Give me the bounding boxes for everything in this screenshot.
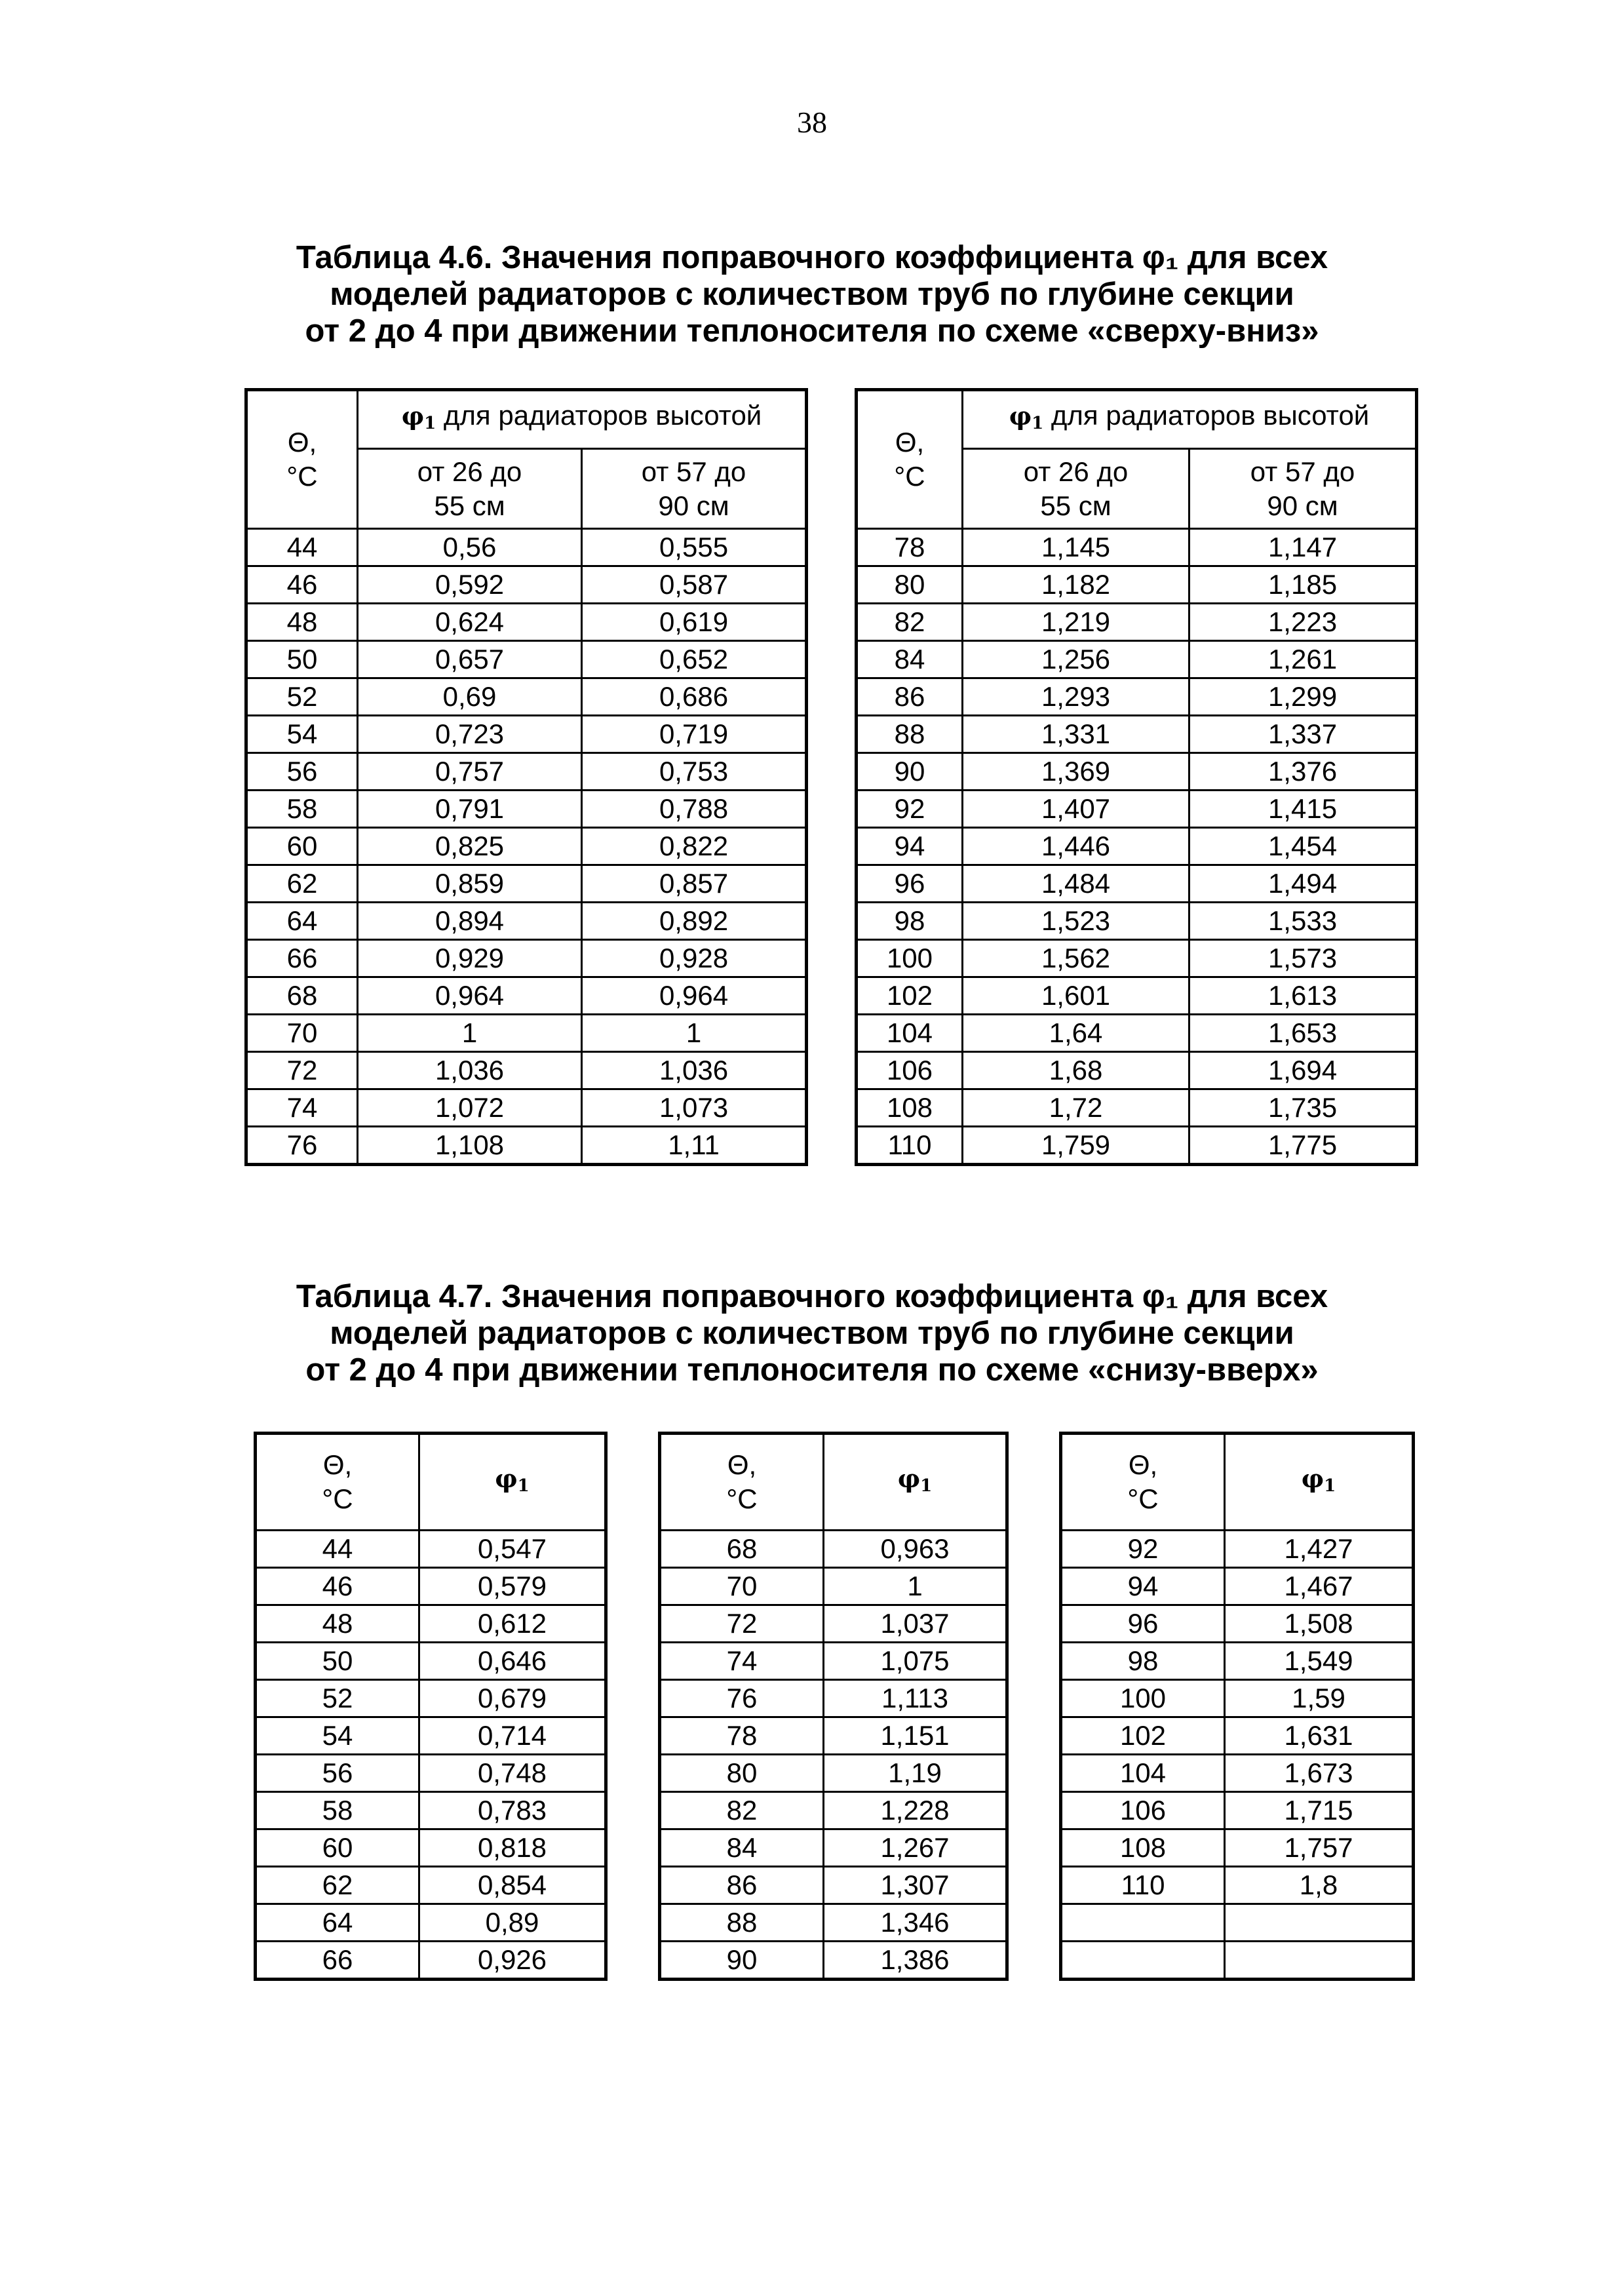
theta-cell: 76 xyxy=(660,1680,824,1717)
phi-cell: 1,631 xyxy=(1225,1717,1414,1755)
phi-cell: 0,929 xyxy=(358,940,582,977)
phi-cell: 1,562 xyxy=(963,940,1189,977)
table-row xyxy=(246,903,807,940)
table-row xyxy=(857,566,1417,604)
phi-cell: 1,613 xyxy=(1189,977,1417,1015)
theta-cell: 98 xyxy=(1061,1643,1225,1680)
phi-cell: 0,587 xyxy=(582,566,807,604)
table-row xyxy=(857,641,1417,678)
phi-cell: 1,715 xyxy=(1225,1792,1414,1829)
table-row xyxy=(660,1568,1007,1605)
theta-cell: 64 xyxy=(246,903,358,940)
theta-cell: 76 xyxy=(246,1127,358,1165)
table-row xyxy=(256,1942,606,1980)
phi-cell: 1,549 xyxy=(1225,1643,1414,1680)
phi-cell: 1 xyxy=(358,1015,582,1052)
theta-cell: 84 xyxy=(660,1829,824,1867)
table-row xyxy=(1061,1867,1414,1904)
phi-cell: 1,307 xyxy=(824,1867,1007,1904)
phi-cell: 0,964 xyxy=(582,977,807,1015)
theta-cell: 96 xyxy=(857,865,963,903)
phi-cell: 1,533 xyxy=(1189,903,1417,940)
phi-cell: 1,407 xyxy=(963,791,1189,828)
phi-cell: 1,653 xyxy=(1189,1015,1417,1052)
phi-cell: 1,036 xyxy=(582,1052,807,1089)
phi-cell: 0,612 xyxy=(419,1605,606,1643)
theta-cell xyxy=(1061,1942,1225,1980)
theta-cell: 48 xyxy=(246,604,358,641)
phi-cell: 1,228 xyxy=(824,1792,1007,1829)
table-row xyxy=(1061,1829,1414,1867)
table-row xyxy=(256,1867,606,1904)
phi-cell: 0,894 xyxy=(358,903,582,940)
theta-cell: 46 xyxy=(256,1568,419,1605)
table-row xyxy=(857,1127,1417,1165)
phi-cell: 1,484 xyxy=(963,865,1189,903)
table-row xyxy=(857,1089,1417,1127)
theta-cell: 52 xyxy=(246,678,358,716)
theta-cell: 110 xyxy=(857,1127,963,1165)
theta-cell: 100 xyxy=(857,940,963,977)
phi-cell: 0,579 xyxy=(419,1568,606,1605)
theta-header: Θ, °С xyxy=(256,1434,419,1531)
height-26-55-header: от 26 до 55 см xyxy=(963,449,1189,529)
theta-cell: 90 xyxy=(660,1942,824,1980)
phi-cell: 1,573 xyxy=(1189,940,1417,977)
table-row xyxy=(660,1680,1007,1717)
phi-cell: 0,757 xyxy=(358,753,582,791)
phi-cell: 0,657 xyxy=(358,641,582,678)
table-row xyxy=(246,1015,807,1052)
theta-cell: 92 xyxy=(1061,1531,1225,1568)
theta-cell: 100 xyxy=(1061,1680,1225,1717)
theta-cell: 72 xyxy=(660,1605,824,1643)
table-row xyxy=(1061,1717,1414,1755)
theta-cell: 60 xyxy=(256,1829,419,1867)
phi-cell: 0,825 xyxy=(358,828,582,865)
table-row xyxy=(1061,1605,1414,1643)
height-57-90-header: от 57 до 90 см xyxy=(1189,449,1417,529)
table-4-6-left xyxy=(244,388,808,1166)
phi-cell: 1,415 xyxy=(1189,791,1417,828)
table-row xyxy=(1061,1568,1414,1605)
theta-cell: 50 xyxy=(256,1643,419,1680)
phi-cell: 1,59 xyxy=(1225,1680,1414,1717)
phi-cell: 0,964 xyxy=(358,977,582,1015)
table-row xyxy=(256,1755,606,1792)
theta-cell: 70 xyxy=(660,1568,824,1605)
phi-cell: 0,619 xyxy=(582,604,807,641)
theta-cell: 58 xyxy=(256,1792,419,1829)
theta-cell: 52 xyxy=(256,1680,419,1717)
phi-cell: 1,8 xyxy=(1225,1867,1414,1904)
phi-cell: 0,714 xyxy=(419,1717,606,1755)
theta-cell: 62 xyxy=(256,1867,419,1904)
phi-cell: 1,072 xyxy=(358,1089,582,1127)
theta-cell: 88 xyxy=(660,1904,824,1942)
theta-cell: 54 xyxy=(256,1717,419,1755)
table-row xyxy=(857,865,1417,903)
phi-cell: 0,646 xyxy=(419,1643,606,1680)
table-row xyxy=(256,1829,606,1867)
table-row xyxy=(857,716,1417,753)
phi-cell: 1,256 xyxy=(963,641,1189,678)
table-row xyxy=(246,828,807,865)
phi-cell: 0,859 xyxy=(358,865,582,903)
phi-group-header: φ1 для радиаторов высотой xyxy=(963,390,1417,449)
phi-cell: 1,223 xyxy=(1189,604,1417,641)
phi-cell: 0,69 xyxy=(358,678,582,716)
phi-cell: 1,19 xyxy=(824,1755,1007,1792)
theta-cell: 90 xyxy=(857,753,963,791)
phi-cell: 1,427 xyxy=(1225,1531,1414,1568)
theta-cell: 72 xyxy=(246,1052,358,1089)
theta-cell: 56 xyxy=(246,753,358,791)
table-row xyxy=(660,1942,1007,1980)
table-4-7-block-3 xyxy=(1059,1432,1415,1981)
phi-cell: 1,775 xyxy=(1189,1127,1417,1165)
table-row xyxy=(857,791,1417,828)
theta-cell: 68 xyxy=(246,977,358,1015)
phi-cell: 1,036 xyxy=(358,1052,582,1089)
phi-header: φ1 xyxy=(1225,1434,1414,1531)
table-row xyxy=(660,1867,1007,1904)
phi-header: φ1 xyxy=(824,1434,1007,1531)
theta-cell: 46 xyxy=(246,566,358,604)
table-row xyxy=(246,791,807,828)
table-row xyxy=(660,1904,1007,1942)
theta-header: Θ, °С xyxy=(857,390,963,529)
theta-cell: 106 xyxy=(1061,1792,1225,1829)
theta-cell: 80 xyxy=(660,1755,824,1792)
caption-line: моделей радиаторов с количеством труб по глубине секции xyxy=(330,1316,1294,1351)
theta-cell: 66 xyxy=(246,940,358,977)
phi-cell: 0,679 xyxy=(419,1680,606,1717)
table-row xyxy=(660,1792,1007,1829)
theta-cell: 104 xyxy=(857,1015,963,1052)
phi-cell: 1,267 xyxy=(824,1829,1007,1867)
theta-cell: 56 xyxy=(256,1755,419,1792)
theta-cell: 98 xyxy=(857,903,963,940)
phi-cell: 0,753 xyxy=(582,753,807,791)
phi-cell: 1,601 xyxy=(963,977,1189,1015)
table-row xyxy=(246,865,807,903)
table-row xyxy=(857,1052,1417,1089)
table-row xyxy=(256,1605,606,1643)
theta-cell: 50 xyxy=(246,641,358,678)
table-row xyxy=(256,1568,606,1605)
table-row xyxy=(857,753,1417,791)
theta-cell: 106 xyxy=(857,1052,963,1089)
phi-cell: 1,075 xyxy=(824,1643,1007,1680)
table-row xyxy=(1061,1792,1414,1829)
theta-cell xyxy=(1061,1904,1225,1942)
page-number: 38 xyxy=(797,106,827,139)
phi-cell: 1,293 xyxy=(963,678,1189,716)
table-row xyxy=(857,1015,1417,1052)
theta-cell: 74 xyxy=(246,1089,358,1127)
phi-cell: 1,376 xyxy=(1189,753,1417,791)
table-row xyxy=(1061,1904,1414,1942)
table-row xyxy=(857,977,1417,1015)
phi-cell: 0,783 xyxy=(419,1792,606,1829)
phi-cell: 1,299 xyxy=(1189,678,1417,716)
phi-cell: 0,818 xyxy=(419,1829,606,1867)
phi-cell: 0,748 xyxy=(419,1755,606,1792)
table-row xyxy=(256,1717,606,1755)
table-row xyxy=(1061,1680,1414,1717)
theta-cell: 102 xyxy=(857,977,963,1015)
phi-cell: 0,928 xyxy=(582,940,807,977)
phi-cell: 0,547 xyxy=(419,1531,606,1568)
table-row xyxy=(246,641,807,678)
phi-cell: 0,719 xyxy=(582,716,807,753)
table-4-6-caption xyxy=(0,239,1624,349)
theta-cell: 78 xyxy=(660,1717,824,1755)
height-26-55-header: от 26 до 55 см xyxy=(358,449,582,529)
theta-cell: 86 xyxy=(660,1867,824,1904)
theta-cell: 94 xyxy=(857,828,963,865)
phi-cell: 1,454 xyxy=(1189,828,1417,865)
table-row xyxy=(246,566,807,604)
phi-cell: 1,182 xyxy=(963,566,1189,604)
phi-cell: 0,56 xyxy=(358,529,582,566)
table-row xyxy=(857,903,1417,940)
phi-cell: 1,446 xyxy=(963,828,1189,865)
phi-cell: 1,037 xyxy=(824,1605,1007,1643)
theta-cell: 62 xyxy=(246,865,358,903)
phi-cell: 1,64 xyxy=(963,1015,1189,1052)
theta-cell: 102 xyxy=(1061,1717,1225,1755)
theta-cell: 68 xyxy=(660,1531,824,1568)
theta-cell: 86 xyxy=(857,678,963,716)
theta-cell: 92 xyxy=(857,791,963,828)
theta-cell: 44 xyxy=(246,529,358,566)
phi-cell: 1,337 xyxy=(1189,716,1417,753)
theta-cell: 80 xyxy=(857,566,963,604)
phi-cell: 1 xyxy=(582,1015,807,1052)
phi-cell: 1,261 xyxy=(1189,641,1417,678)
phi-cell: 1,757 xyxy=(1225,1829,1414,1867)
table-row xyxy=(256,1643,606,1680)
table-row xyxy=(660,1717,1007,1755)
table-row xyxy=(660,1829,1007,1867)
theta-cell: 82 xyxy=(857,604,963,641)
phi-cell: 0,89 xyxy=(419,1904,606,1942)
theta-cell: 70 xyxy=(246,1015,358,1052)
table-row xyxy=(857,604,1417,641)
table-row xyxy=(857,940,1417,977)
phi-cell: 1,331 xyxy=(963,716,1189,753)
phi-cell: 1,219 xyxy=(963,604,1189,641)
table-row xyxy=(246,1089,807,1127)
theta-cell: 84 xyxy=(857,641,963,678)
phi-cell: 0,963 xyxy=(824,1531,1007,1568)
phi-cell xyxy=(1225,1942,1414,1980)
phi-cell: 0,854 xyxy=(419,1867,606,1904)
theta-header: Θ, °С xyxy=(246,390,358,529)
table-row xyxy=(1061,1755,1414,1792)
theta-header: Θ, °С xyxy=(1061,1434,1225,1531)
phi-cell: 1,369 xyxy=(963,753,1189,791)
table-row xyxy=(660,1755,1007,1792)
caption-line: от 2 до 4 при движении теплоносителя по схеме «снизу-вверх» xyxy=(305,1352,1319,1388)
caption-line: от 2 до 4 при движении теплоносителя по схеме «сверху-вниз» xyxy=(305,313,1319,349)
phi-cell: 0,592 xyxy=(358,566,582,604)
phi-cell: 0,926 xyxy=(419,1942,606,1980)
phi-cell: 1 xyxy=(824,1568,1007,1605)
phi-cell: 1,494 xyxy=(1189,865,1417,903)
theta-cell: 108 xyxy=(857,1089,963,1127)
phi-cell: 0,892 xyxy=(582,903,807,940)
theta-cell: 108 xyxy=(1061,1829,1225,1867)
theta-cell: 78 xyxy=(857,529,963,566)
height-57-90-header: от 57 до 90 см xyxy=(582,449,807,529)
table-row xyxy=(1061,1942,1414,1980)
table-row xyxy=(660,1643,1007,1680)
theta-cell: 88 xyxy=(857,716,963,753)
table-row xyxy=(246,940,807,977)
theta-cell: 104 xyxy=(1061,1755,1225,1792)
table-row xyxy=(857,828,1417,865)
theta-header: Θ, °С xyxy=(660,1434,824,1531)
phi-cell: 1,673 xyxy=(1225,1755,1414,1792)
theta-cell: 74 xyxy=(660,1643,824,1680)
table-row xyxy=(246,977,807,1015)
phi-cell: 0,822 xyxy=(582,828,807,865)
table-row xyxy=(246,1127,807,1165)
theta-cell: 48 xyxy=(256,1605,419,1643)
phi-cell: 1,759 xyxy=(963,1127,1189,1165)
theta-cell: 58 xyxy=(246,791,358,828)
phi-header: φ1 xyxy=(419,1434,606,1531)
table-row xyxy=(246,604,807,641)
phi-cell: 0,791 xyxy=(358,791,582,828)
phi-cell: 1,147 xyxy=(1189,529,1417,566)
phi-cell: 1,073 xyxy=(582,1089,807,1127)
phi-cell: 0,857 xyxy=(582,865,807,903)
phi-cell: 1,467 xyxy=(1225,1568,1414,1605)
phi-cell: 1,694 xyxy=(1189,1052,1417,1089)
theta-cell: 44 xyxy=(256,1531,419,1568)
table-4-6-right xyxy=(855,388,1418,1166)
phi-cell: 1,72 xyxy=(963,1089,1189,1127)
table-row xyxy=(246,529,807,566)
table-row xyxy=(660,1605,1007,1643)
phi-cell: 0,723 xyxy=(358,716,582,753)
table-row xyxy=(246,1052,807,1089)
table-row xyxy=(256,1680,606,1717)
phi-cell: 1,185 xyxy=(1189,566,1417,604)
table-row xyxy=(660,1531,1007,1568)
table-row xyxy=(857,678,1417,716)
caption-line: Таблица 4.6. Значения поправочного коэффициента φ₁ для всех xyxy=(296,240,1328,275)
caption-line: Таблица 4.7. Значения поправочного коэффициента φ₁ для всех xyxy=(296,1279,1328,1314)
phi-cell: 1,145 xyxy=(963,529,1189,566)
caption-line: моделей радиаторов с количеством труб по глубине секции xyxy=(330,277,1294,312)
table-row xyxy=(246,678,807,716)
table-row xyxy=(857,529,1417,566)
phi-cell: 0,686 xyxy=(582,678,807,716)
table-row xyxy=(256,1792,606,1829)
table-row xyxy=(1061,1531,1414,1568)
theta-cell: 66 xyxy=(256,1942,419,1980)
table-4-7-caption xyxy=(0,1278,1624,1388)
phi-cell xyxy=(1225,1904,1414,1942)
table-row xyxy=(246,716,807,753)
phi-cell: 0,624 xyxy=(358,604,582,641)
phi-cell: 1,346 xyxy=(824,1904,1007,1942)
table-4-7-block-2 xyxy=(658,1432,1009,1981)
table-4-7-block-1 xyxy=(254,1432,608,1981)
table-row xyxy=(256,1904,606,1942)
phi-cell: 0,555 xyxy=(582,529,807,566)
theta-cell: 110 xyxy=(1061,1867,1225,1904)
phi-cell: 1,735 xyxy=(1189,1089,1417,1127)
table-row xyxy=(256,1531,606,1568)
theta-cell: 96 xyxy=(1061,1605,1225,1643)
theta-cell: 64 xyxy=(256,1904,419,1942)
theta-cell: 94 xyxy=(1061,1568,1225,1605)
theta-cell: 54 xyxy=(246,716,358,753)
phi-cell: 1,68 xyxy=(963,1052,1189,1089)
phi-cell: 1,151 xyxy=(824,1717,1007,1755)
table-row xyxy=(246,753,807,791)
theta-cell: 60 xyxy=(246,828,358,865)
phi-group-header: φ1 для радиаторов высотой xyxy=(358,390,807,449)
phi-cell: 1,386 xyxy=(824,1942,1007,1980)
theta-cell: 82 xyxy=(660,1792,824,1829)
phi-cell: 1,11 xyxy=(582,1127,807,1165)
phi-cell: 1,523 xyxy=(963,903,1189,940)
phi-cell: 0,652 xyxy=(582,641,807,678)
phi-cell: 1,508 xyxy=(1225,1605,1414,1643)
phi-cell: 1,108 xyxy=(358,1127,582,1165)
phi-cell: 0,788 xyxy=(582,791,807,828)
table-row xyxy=(1061,1643,1414,1680)
phi-cell: 1,113 xyxy=(824,1680,1007,1717)
